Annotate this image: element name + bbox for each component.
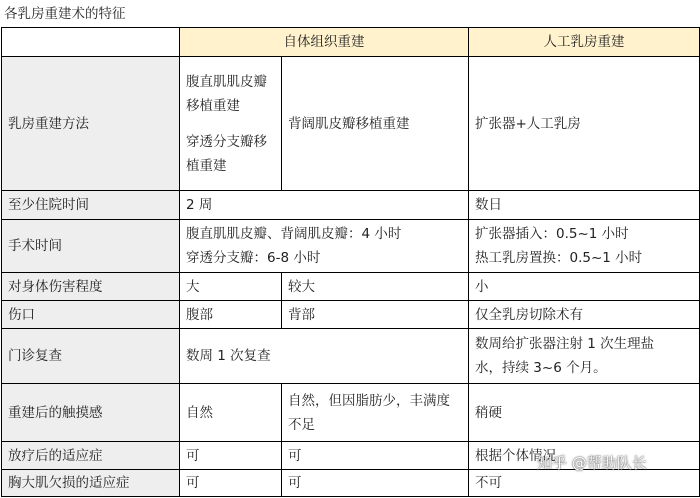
cell-surgery-auto-line1: 腹直肌肌皮瓣、背阔肌皮瓣：4 小时 xyxy=(186,226,402,242)
table-row xyxy=(2,191,700,220)
reconstruction-features-table xyxy=(1,27,700,497)
cell-method-rectus-and-perforator xyxy=(180,57,282,191)
cell-gap xyxy=(186,118,275,130)
cell-method-implant: 扩张器+人工乳房 xyxy=(469,57,700,191)
cell-radio-implant: 根据个体情况 xyxy=(469,442,700,470)
row-label-surgery: 手术时间 xyxy=(2,220,180,273)
cell-damage-b: 较大 xyxy=(282,273,469,301)
row-label-stay: 至少住院时间 xyxy=(2,191,180,220)
cell-damage-implant: 小 xyxy=(469,273,700,301)
cell-method-rectus-flap: 腹直肌肌皮瓣移植重建 xyxy=(186,73,267,114)
cell-surgery-impl-line2: 热工乳房置换：0.5~1 小时 xyxy=(475,250,643,266)
row-label-method: 乳房重建方法 xyxy=(2,57,180,191)
table-row xyxy=(2,470,700,497)
cell-followup-impl-line2: 水，持续 3~6 个月。 xyxy=(475,360,607,376)
watermark: 知乎 @帮助队长 xyxy=(537,454,647,472)
row-label-damage: 对身体伤害程度 xyxy=(2,273,180,301)
cell-wound-implant: 仅全乳房切除术有 xyxy=(469,301,700,329)
table-row xyxy=(2,220,700,273)
row-label-pectoral: 胸大肌欠损的适应症 xyxy=(2,470,180,497)
row-label-wound: 伤口 xyxy=(2,301,180,329)
cell-damage-a: 大 xyxy=(180,273,282,301)
header-autologous: 自体组织重建 xyxy=(180,28,469,57)
header-corner-cell xyxy=(2,28,180,57)
cell-stay-implant: 数日 xyxy=(469,191,700,220)
header-row xyxy=(2,28,700,57)
cell-method-latissimus: 背阔肌皮瓣移植重建 xyxy=(282,57,469,191)
cell-surgery-autologous xyxy=(180,220,469,273)
cell-wound-a: 腹部 xyxy=(180,301,282,329)
table-row xyxy=(2,384,700,442)
cell-surgery-impl-line1: 扩张器插入：0.5~1 小时 xyxy=(475,226,629,242)
cell-surgery-auto-line2: 穿透分支瓣：6-8 小时 xyxy=(186,250,321,266)
cell-method-perforator-flap: 穿透分支瓣移植重建 xyxy=(186,133,267,174)
table-row xyxy=(2,273,700,301)
cell-touch-a: 自然 xyxy=(180,384,282,442)
cell-followup-autologous: 数周 1 次复查 xyxy=(180,329,469,384)
table-row xyxy=(2,57,700,191)
cell-wound-b: 背部 xyxy=(282,301,469,329)
cell-radio-a: 可 xyxy=(180,442,282,470)
row-label-followup: 门诊复查 xyxy=(2,329,180,384)
cell-radio-b: 可 xyxy=(282,442,469,470)
table-caption: 各乳房重建术的特征 xyxy=(4,6,126,22)
table-row xyxy=(2,301,700,329)
cell-surgery-implant xyxy=(469,220,700,273)
cell-stay-autologous: 2 周 xyxy=(180,191,469,220)
row-label-touch: 重建后的触摸感 xyxy=(2,384,180,442)
cell-followup-impl-line1: 数周给扩张器注射 1 次生理盐 xyxy=(475,336,655,352)
cell-pectoral-implant: 不可 xyxy=(469,470,700,497)
table-row xyxy=(2,329,700,384)
cell-pectoral-b: 可 xyxy=(282,470,469,497)
cell-followup-implant xyxy=(469,329,700,384)
row-label-radio: 放疗后的适应症 xyxy=(2,442,180,470)
cell-touch-b: 自然，但因脂肪少，丰满度不足 xyxy=(282,384,469,442)
cell-touch-implant: 稍硬 xyxy=(469,384,700,442)
header-implant: 人工乳房重建 xyxy=(469,28,700,57)
cell-pectoral-a: 可 xyxy=(180,470,282,497)
